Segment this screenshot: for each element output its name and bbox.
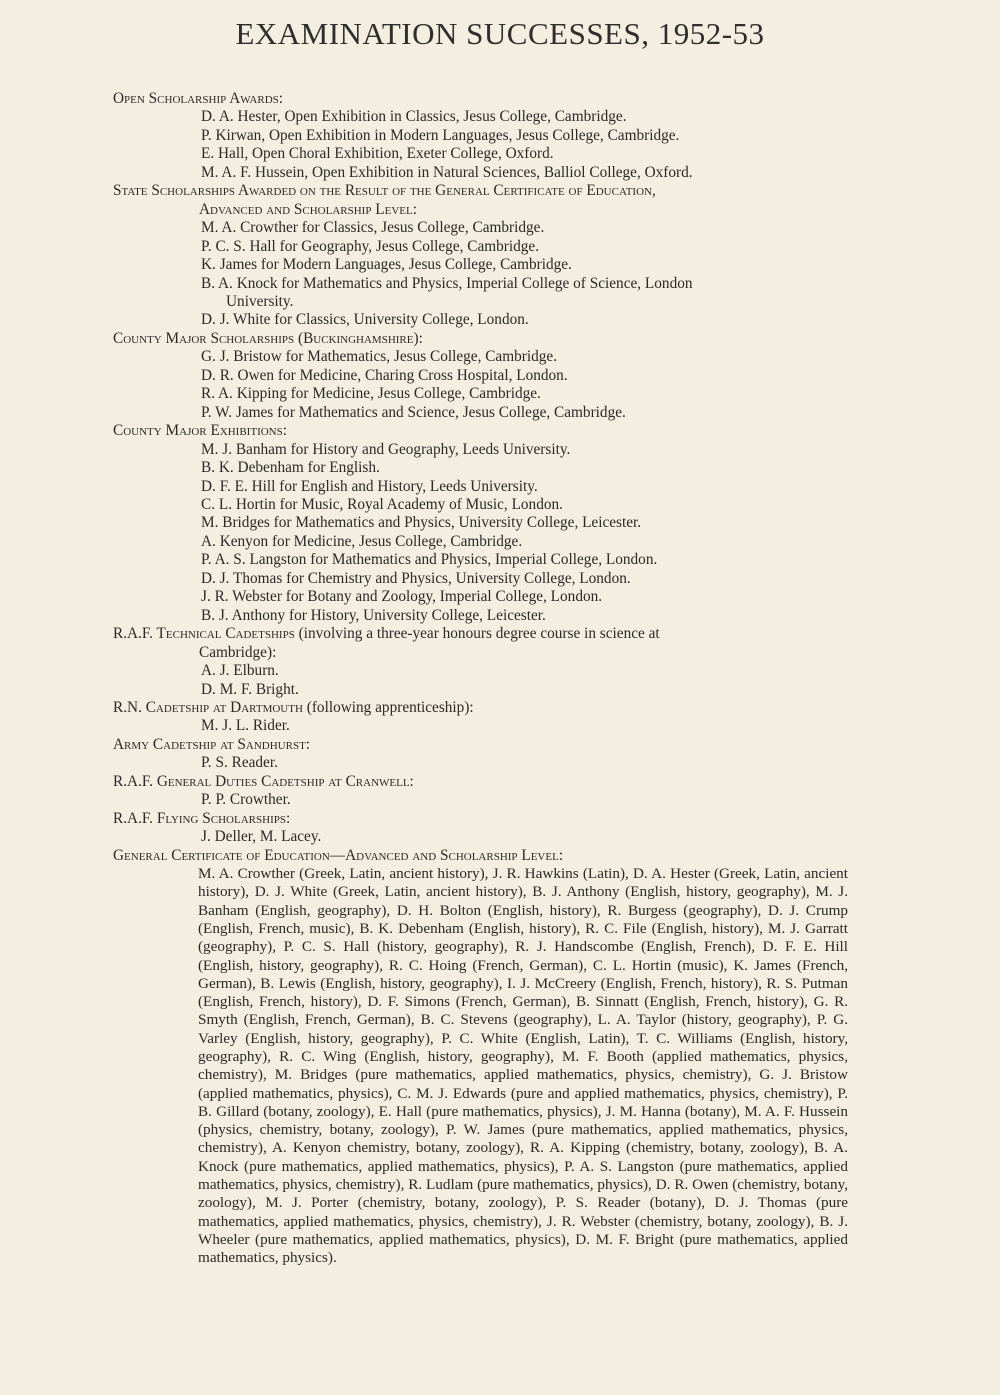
gce-results-paragraph: M. A. Crowther (Greek, Latin, ancient history), J. R. Hawkins (Latin), D. A. Hester (Greek, Latin, ancient history), D. J. White (Greek, Latin, ancient history), B. J. Anthony (English, history, geography), M. J. Banham (English, geography), D. H. Bolton (English, history), R. Burgess (geography), D. J. Crump (English, French, music), B. K. Debenham (English, history), R. C. File (English, history), M. J. Garratt (geography), P. C. S. Hall (history, geography), R. J. Handscombe (English, French), D. F. E. Hill (English, history, geography), R. C. Hoing (French, German), C. L. Hortin (music), K. James (French, German), B. Lewis (English, history, geography), I. J. McCreery (English, French, history), R. S. Putman (English, French, history), D. F. Simons (French, German), B. Sinnatt (English, French, history), G. R. Smyth (English, French, German), B. C. Stevens (geography), L. A. Taylor (history, geography), P. G. Varley (English, history, geography), P. C. White (English, Latin), T. C. Williams (English, history, geography), R. C. Wing (English, history, geography), M. F. Booth (applied mathematics, physics, chemistry), M. Bridges (pure mathematics, applied mathematics, physics, chemistry), G. J. Bristow (applied mathematics, physics), C. M. J. Edwards (pure and applied mathematics, physics, chemistry), P. B. Gillard (botany, zoology), E. Hall (pure mathematics, physics), J. M. Hanna (botany), M. A. F. Hussein (physics, chemistry, botany, zoology), P. W. James (pure mathematics, applied mathematics, physics, chemistry), A. Kenyon chemistry, botany, zoology), R. A. Kipping (chemistry, botany, zoology), B. A. Knock (pure mathematics, applied mathematics, physics), P. A. S. Langston (pure mathematics, applied mathematics, physics, chemistry), R. Ludlam (pure mathematics, physics), D. R. Owen (chemistry, botany, zoology), M. J. Porter (chemistry, botany, zoology), P. S. Reader (botany), D. J. Thomas (pure mathematics, applied mathematics, physics, chemistry), J. R. Webster (chemistry, botany, zoology), B. J. Wheeler (pure mathematics, applied mathematics, physics), D. M. F. Bright (pure mathematics, applied mathematics, physics). bbox=[198, 865, 848, 1267]
list-item-continuation: University. bbox=[226, 292, 294, 310]
section-heading-gce: General Certificate of Education—Advanced and Scholarship Level: bbox=[113, 846, 564, 864]
section-heading-raf-technical-cont: Cambridge): bbox=[199, 643, 277, 661]
section-heading-county-major-exhibitions: County Major Exhibitions: bbox=[113, 422, 287, 440]
list-item: A. J. Elburn. bbox=[201, 662, 279, 680]
page-title: EXAMINATION SUCCESSES, 1952-53 bbox=[235, 16, 765, 51]
list-item: D. F. E. Hill for English and History, Leeds University. bbox=[201, 477, 538, 495]
list-item: D. A. Hester, Open Exhibition in Classics, Jesus College, Cambridge. bbox=[201, 108, 627, 126]
section-heading-raf-technical-rest: (involving a three-year honours degree course in science at bbox=[298, 625, 660, 643]
section-heading-raf-technical-line bbox=[113, 625, 848, 643]
list-item: M. A. F. Hussein, Open Exhibition in Natural Sciences, Balliol College, Oxford. bbox=[201, 163, 693, 181]
list-item: M. J. L. Rider. bbox=[201, 717, 290, 735]
list-item: M. J. Banham for History and Geography, Leeds University. bbox=[201, 440, 571, 458]
list-item: P. C. S. Hall for Geography, Jesus College, Cambridge. bbox=[201, 237, 540, 255]
list-item: K. James for Modern Languages, Jesus College, Cambridge. bbox=[201, 256, 572, 274]
list-item: A. Kenyon for Medicine, Jesus College, Cambridge. bbox=[201, 532, 523, 550]
section-heading-open-scholarship: Open Scholarship Awards: bbox=[113, 90, 284, 107]
list-item: J. Deller, M. Lacey. bbox=[201, 828, 322, 846]
section-heading-county-major-scholarships: County Major Scholarships (Buckinghamshire): bbox=[113, 329, 423, 347]
list-item: R. A. Kipping for Medicine, Jesus College, Cambridge. bbox=[201, 385, 541, 403]
list-item: P. S. Reader. bbox=[201, 754, 278, 772]
list-item: P. A. S. Langston for Mathematics and Physics, Imperial College, London. bbox=[201, 551, 658, 569]
list-item: J. R. Webster for Botany and Zoology, Imperial College, London. bbox=[201, 588, 603, 606]
document-body bbox=[113, 90, 848, 1268]
section-heading-rn-cadetship-line bbox=[113, 699, 848, 717]
section-heading-raf-general: R.A.F. General Duties Cadetship at Cranwell: bbox=[113, 772, 414, 790]
list-item: D. R. Owen for Medicine, Charing Cross Hospital, London. bbox=[201, 366, 568, 384]
list-item: D. M. F. Bright. bbox=[201, 680, 299, 698]
list-item: M. Bridges for Mathematics and Physics, University College, Leicester. bbox=[201, 514, 642, 532]
list-item: C. L. Hortin for Music, Royal Academy of Music, London. bbox=[201, 495, 563, 513]
list-item: D. J. Thomas for Chemistry and Physics, University College, London. bbox=[201, 569, 631, 587]
list-item: M. A. Crowther for Classics, Jesus College, Cambridge. bbox=[201, 219, 545, 237]
list-item: B. A. Knock for Mathematics and Physics, Imperial College of Science, London bbox=[201, 274, 693, 292]
list-item: G. J. Bristow for Mathematics, Jesus College, Cambridge. bbox=[201, 348, 558, 366]
list-item: D. J. White for Classics, University College, London. bbox=[201, 311, 529, 329]
section-heading-raf-flying: R.A.F. Flying Scholarships: bbox=[113, 809, 291, 827]
section-heading-rn-cadetship: R.N. Cadetship at Dartmouth bbox=[113, 698, 303, 716]
list-item: B. J. Anthony for History, University College, Leicester. bbox=[201, 606, 546, 624]
list-item: P. Kirwan, Open Exhibition in Modern Languages, Jesus College, Cambridge. bbox=[201, 126, 680, 144]
list-item: P. W. James for Mathematics and Science, Jesus College, Cambridge. bbox=[201, 403, 626, 421]
section-heading-army-cadetship: Army Cadetship at Sandhurst: bbox=[113, 735, 311, 753]
list-item: E. Hall, Open Choral Exhibition, Exeter College, Oxford. bbox=[201, 145, 554, 163]
list-item: B. K. Debenham for English. bbox=[201, 459, 380, 477]
section-heading-state-scholarships: State Scholarships Awarded on the Result of the General Certificate of Education, bbox=[113, 182, 656, 200]
section-heading-rn-cadetship-rest: (following apprenticeship): bbox=[306, 698, 474, 716]
section-heading-raf-technical: R.A.F. Technical Cadetships bbox=[113, 625, 295, 643]
list-item: P. P. Crowther. bbox=[201, 791, 291, 809]
section-heading-state-scholarships-cont: Advanced and Scholarship Level: bbox=[199, 200, 417, 218]
